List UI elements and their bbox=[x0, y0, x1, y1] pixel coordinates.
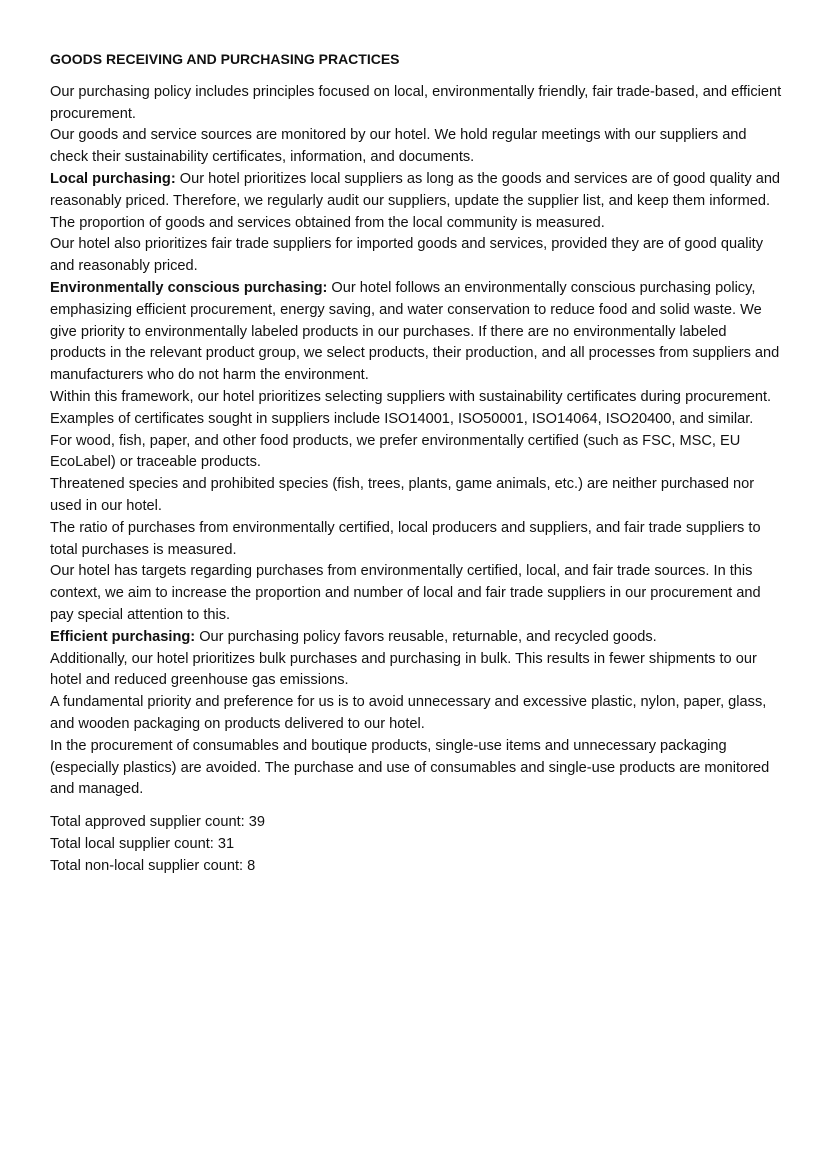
document-page bbox=[50, 49, 785, 877]
paragraph-consumables bbox=[50, 736, 785, 801]
paragraph-text: In the procurement of consumables and boutique products, single-use items and unnecessary packaging (especially plastics) are avoided. The purchase and use of consumables and single-use products are monitored and managed. bbox=[50, 737, 770, 798]
paragraph-text: Within this framework, our hotel prioritizes selecting suppliers with sustainability certificates during procurement. Examples of certificates sought in suppliers include ISO14001, ISO50001, ISO14064, ISO20400, and similar. bbox=[50, 388, 772, 427]
paragraph-text: The ratio of purchases from environmentally certified, local producers and suppliers, and fair trade suppliers to total purchases is measured. bbox=[50, 519, 761, 558]
paragraph-purchase-ratio bbox=[50, 518, 785, 562]
paragraph-text: Our hotel prioritizes local suppliers as long as the goods and services are of good quality and reasonably priced. Therefore, we regularly audit our suppliers, update the supplier list, and keep them informed. The proportion of goods and services obtained from the local community is measured. bbox=[50, 170, 781, 231]
paragraph-lead: Environmentally conscious purchasing: bbox=[50, 279, 328, 296]
paragraph-lead: Efficient purchasing: bbox=[50, 628, 196, 645]
paragraph-text: Our purchasing policy favors reusable, returnable, and recycled goods. bbox=[195, 628, 657, 645]
paragraph-certified-products bbox=[50, 431, 785, 475]
total-local-supplier-count: Total local supplier count: 31 bbox=[50, 835, 235, 852]
paragraph-text: Our goods and service sources are monitored by our hotel. We hold regular meetings with our suppliers and check their sustainability certificates, information, and documents. bbox=[50, 127, 747, 166]
paragraph-lead: Local purchasing: bbox=[50, 170, 176, 187]
policy-body bbox=[50, 82, 785, 801]
paragraph-targets bbox=[50, 561, 785, 626]
paragraph-certificates bbox=[50, 387, 785, 431]
paragraph-bulk-purchases bbox=[50, 649, 785, 693]
paragraph-procurement-principles bbox=[50, 82, 785, 126]
paragraph-efficient-purchasing bbox=[50, 627, 785, 649]
document-heading: GOODS RECEIVING AND PURCHASING PRACTICES bbox=[50, 51, 400, 67]
paragraph-supplier-monitoring bbox=[50, 125, 785, 169]
total-approved-supplier-count: Total approved supplier count: 39 bbox=[50, 814, 265, 831]
supplier-totals bbox=[50, 812, 785, 877]
paragraph-text: Our hotel also prioritizes fair trade suppliers for imported goods and services, provided they are of good quality and reasonably priced. bbox=[50, 236, 764, 275]
paragraph-packaging bbox=[50, 692, 785, 736]
paragraph-text: Our purchasing policy includes principles focused on local, environmentally friendly, fair trade-based, and efficient procurement. bbox=[50, 83, 782, 122]
paragraph-local-purchasing bbox=[50, 169, 785, 234]
total-non-local-supplier-count: Total non-local supplier count: 8 bbox=[50, 857, 256, 874]
paragraph-text: A fundamental priority and preference for us is to avoid unnecessary and excessive plastic, nylon, paper, glass, and wooden packaging on products delivered to our hotel. bbox=[50, 694, 767, 732]
paragraph-text: Our hotel follows an environmentally conscious purchasing policy, emphasizing efficient procurement, energy saving, and water conservation to reduce food and solid waste. We give priority to environmentally labeled products in our purchases. If there are no environmentally labeled products in the relevant product group, we select products, their production, and all processes from suppliers and manufacturers who do not harm the environment. bbox=[50, 279, 780, 384]
paragraph-environmental-purchasing bbox=[50, 278, 785, 387]
paragraph-text: For wood, fish, paper, and other food products, we prefer environmentally certified (such as FSC, MSC, EU EcoLabel) or traceable products. bbox=[50, 432, 741, 471]
paragraph-text: Threatened species and prohibited species (fish, trees, plants, game animals, etc.) are neither purchased nor used in our hotel. bbox=[50, 476, 755, 514]
paragraph-text: Additionally, our hotel prioritizes bulk purchases and purchasing in bulk. This results in fewer shipments to our hotel and reduced greenhouse gas emissions. bbox=[50, 650, 757, 689]
paragraph-threatened-species bbox=[50, 474, 785, 518]
paragraph-text: Our hotel has targets regarding purchases from environmentally certified, local, and fair trade sources. In this context, we aim to increase the proportion and number of local and fair trade suppliers in our procurement and pay special attention to this. bbox=[50, 563, 761, 623]
paragraph-fair-trade bbox=[50, 234, 785, 278]
